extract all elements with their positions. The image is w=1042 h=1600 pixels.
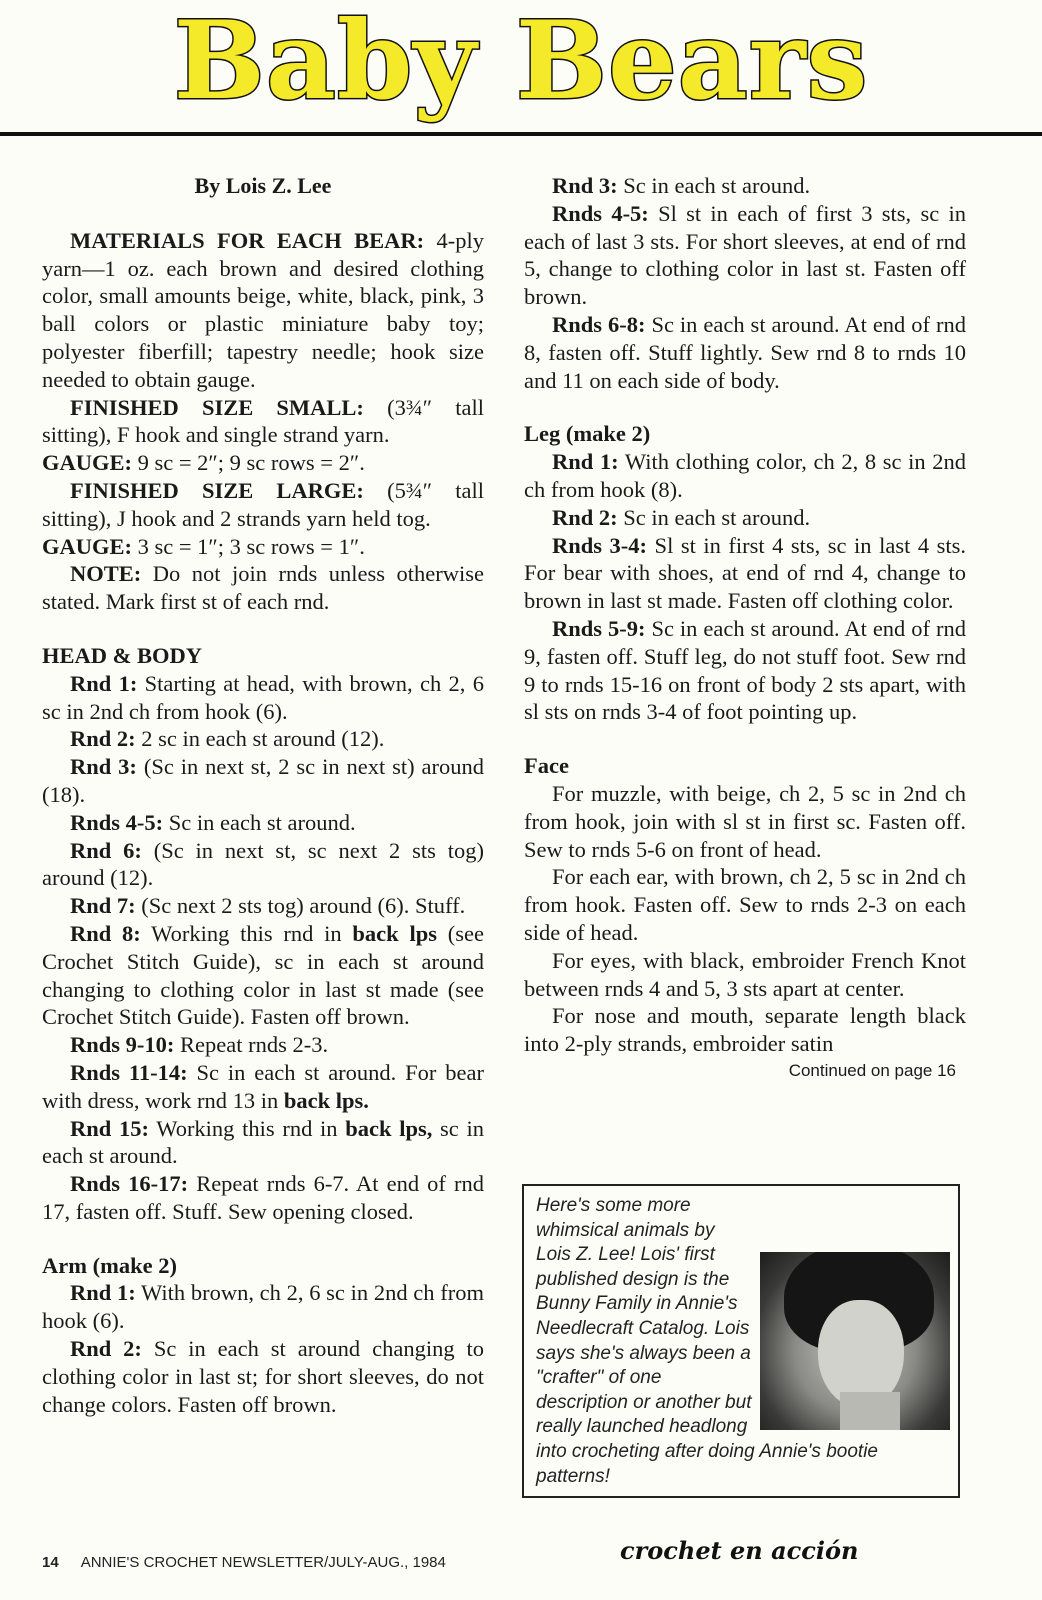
arm-rnd-1 — [42, 1279, 484, 1335]
large-size-text: (5¾″ tall sitting), J hook and 2 strands yarn held tog. — [42, 477, 484, 531]
arm-rnd-3 — [524, 172, 966, 200]
gauge-small-para — [42, 449, 484, 477]
gauge-large-para — [42, 533, 484, 561]
face-nose-mouth: For nose and mouth, separate length black into 2-ply strands, embroider satin — [524, 1003, 966, 1057]
title-banner — [0, 0, 1042, 140]
byline: By Lois Z. Lee — [194, 173, 332, 198]
rnd-text: Sc in each st around. — [617, 173, 811, 198]
rnd-emphasis: back lps — [352, 920, 437, 946]
designer-photo — [760, 1252, 950, 1430]
gauge-large-text: 3 sc = 1″; 3 sc rows = 1″. — [132, 533, 365, 559]
designer-note-box — [522, 1184, 960, 1498]
rnd-label: Rnd 6: — [70, 837, 142, 863]
leg-rnd-1 — [524, 448, 966, 504]
arm-heading: Arm (make 2) — [42, 1252, 177, 1278]
rnd-label: Rnd 15: — [70, 1115, 149, 1141]
small-size-text: (3¾″ tall sitting), F hook and single strand yarn. — [42, 394, 484, 448]
rnd-text: Sc in each st around changing to clothing color in last st; for short sleeves, do not change colors. Fasten off brown. — [42, 1336, 484, 1417]
gauge-small-label: GAUGE: — [42, 450, 132, 476]
rnd-label: Rnds 4-5: — [70, 809, 164, 835]
rnd-label: Rnd 1: — [552, 449, 619, 475]
rnd-label: Rnds 4-5: — [552, 200, 649, 226]
head-body-heading: HEAD & BODY — [42, 642, 203, 668]
rnd-emphasis: back lps. — [283, 1087, 369, 1113]
rnd-text: Starting at head, with brown, ch 2, 6 sc in 2nd ch from hook (6). — [42, 670, 484, 724]
rnd-text: (Sc in next st, sc next 2 sts tog) around (12). — [42, 837, 484, 891]
rnd-label: Rnd 2: — [70, 1336, 142, 1362]
rnd-text: 2 sc in each st around (12). — [135, 726, 385, 752]
rnd-label: Rnds 5-9: — [552, 615, 646, 641]
rnd-label: Rnd 1: — [70, 1280, 136, 1306]
large-size-label: FINISHED SIZE LARGE: — [70, 477, 364, 503]
designer-note-text: Here's some more whimsical animals by Lois Z. Lee! Lois' first published design is the Bunny Family in Annie's Needlecraft Catalog. Lois says she's always been a "crafter" of one description or another but really launched headlong into crocheting after doing Annie's bootie patterns! — [536, 1195, 878, 1487]
head-body-rnd-8 — [42, 920, 484, 1031]
arm-rnds-6-8 — [524, 311, 966, 394]
head-body-rnds-4-5 — [42, 809, 484, 837]
leg-heading: Leg (make 2) — [524, 421, 651, 447]
face-heading: Face — [524, 753, 569, 779]
rnd-text: Sc in each st around. At end of rnd 8, fasten off. Stuff lightly. Sew rnd 8 to rnds 10 and 11 on each side of body. — [524, 311, 966, 393]
rnd-label: Rnds 11-14: — [70, 1059, 188, 1085]
left-column — [42, 172, 484, 1418]
small-size-para — [42, 394, 484, 450]
rnd-label: Rnds 16-17: — [70, 1171, 189, 1197]
page-footer — [42, 1554, 446, 1571]
arm-rnds-4-5 — [524, 200, 966, 311]
rnd-text: (Sc in next st, 2 sc in next st) around (18). — [42, 754, 484, 807]
head-body-rnd-1 — [42, 670, 484, 726]
rnd-label: Rnd 7: — [70, 893, 136, 919]
rnd-label: Rnd 2: — [70, 726, 136, 752]
rnd-text: Sc in each st around. — [163, 809, 356, 835]
head-body-rnd-6 — [42, 837, 484, 893]
rnd-label: Rnds 6-8: — [552, 311, 646, 337]
rnd-text: (see Crochet Stitch Guide), sc in each st around changing to clothing color in last st made (see Crochet Stitch Guide). Fasten off brown. — [42, 920, 484, 1030]
rnd-text: Sl st in each of first 3 sts, sc in each of last 3 sts. For short sleeves, at end of rnd 5, change to clothing color in last st. Fasten off brown. — [524, 200, 966, 310]
face-ears: For each ear, with brown, ch 2, 5 sc in 2nd ch from hook. Fasten off. Sew to rnds 2-3 on each side of head. — [524, 864, 966, 945]
rnd-text: With brown, ch 2, 6 sc in 2nd ch from hook (6). — [42, 1280, 484, 1334]
page-title: Baby Bears — [173, 0, 869, 124]
note-para — [42, 560, 484, 616]
rnd-text: With clothing color, ch 2, 8 sc in 2nd ch from hook (8). — [524, 449, 966, 502]
materials-para — [42, 227, 484, 394]
rnd-text: Working this rnd in — [148, 1115, 346, 1141]
title-rule — [0, 132, 1042, 136]
materials-label: MATERIALS FOR EACH BEAR: — [70, 227, 425, 253]
leg-rnd-2 — [524, 504, 966, 532]
rnd-text: Sc in each st around. For bear with dress, work rnd 13 in — [42, 1059, 485, 1113]
head-body-rnds-11-14 — [42, 1059, 484, 1115]
rnd-text: Repeat rnds 2-3. — [174, 1032, 329, 1058]
watermark-stamp: crochet en acción — [620, 1536, 859, 1565]
leg-rnds-5-9 — [524, 615, 966, 726]
rnd-label: Rnd 3: — [70, 754, 137, 780]
rnd-text: Sl st in first 4 sts, sc in last 4 sts. For bear with shoes, at end of rnd 4, change to brown in last st made. Fasten off clothing color. — [524, 532, 966, 614]
materials-text: 4-ply yarn—1 oz. each brown and desired clothing color, small amounts beige, white, black, pink, 3 ball colors or plastic miniature baby toy; polyester fiberfill; tapestry needle; hook size needed to obtain gauge. — [42, 227, 484, 392]
continued-note: Continued on page 16 — [788, 1060, 956, 1080]
note-text: Do not join rnds unless otherwise stated. Mark first st of each rnd. — [42, 561, 484, 615]
note-label: NOTE: — [70, 561, 142, 587]
rnd-text: Repeat rnds 6-7. At end of rnd 17, fasten off. Stuff. Sew opening closed. — [42, 1171, 484, 1224]
rnd-text: sc in each st around. — [42, 1115, 484, 1169]
gauge-large-label: GAUGE: — [42, 533, 132, 559]
leg-rnds-3-4 — [524, 532, 966, 615]
head-body-rnds-9-10 — [42, 1031, 484, 1059]
rnd-text: Working this rnd in — [140, 920, 353, 946]
rnd-emphasis: back lps, — [345, 1115, 433, 1141]
face-eyes: For eyes, with black, embroider French Knot between rnds 4 and 5, 3 sts apart at center. — [524, 947, 966, 1001]
rnd-label: Rnds 3-4: — [552, 532, 648, 558]
gauge-small-text: 9 sc = 2″; 9 sc rows = 2″. — [132, 450, 365, 476]
head-body-rnd-2 — [42, 725, 484, 753]
rnd-label: Rnd 1: — [70, 670, 138, 696]
publication-line: ANNIE'S CROCHET NEWSLETTER/JULY-AUG., 1984 — [80, 1554, 446, 1571]
head-body-rnd-7 — [42, 892, 484, 920]
rnd-text: (Sc next 2 sts tog) around (6). Stuff. — [135, 893, 466, 919]
right-column — [524, 172, 966, 1082]
rnd-text: Sc in each st around. At end of rnd 9, fasten off. Stuff leg, do not stuff foot. Sew rnd 9 to rnds 15-16 on front of body 2 sts apart, with sl sts on rnds 3-4 of foot pointing up. — [524, 615, 966, 725]
face-muzzle: For muzzle, with beige, ch 2, 5 sc in 2nd ch from hook, join with sl st in first sc. Fasten off. Sew to rnds 5-6 on front of head. — [524, 780, 966, 862]
head-body-rnd-3 — [42, 753, 484, 809]
rnd-label: Rnd 8: — [70, 920, 141, 946]
page-number: 14 — [42, 1554, 59, 1571]
rnd-label: Rnd 2: — [552, 504, 618, 530]
rnd-label: Rnd 3: — [552, 173, 618, 198]
head-body-rnd-15 — [42, 1115, 484, 1171]
small-size-label: FINISHED SIZE SMALL: — [70, 394, 364, 420]
rnd-text: Sc in each st around. — [617, 504, 811, 530]
large-size-para — [42, 477, 484, 533]
arm-rnd-2 — [42, 1335, 484, 1418]
rnd-label: Rnds 9-10: — [70, 1032, 175, 1058]
head-body-rnds-16-17 — [42, 1170, 484, 1226]
